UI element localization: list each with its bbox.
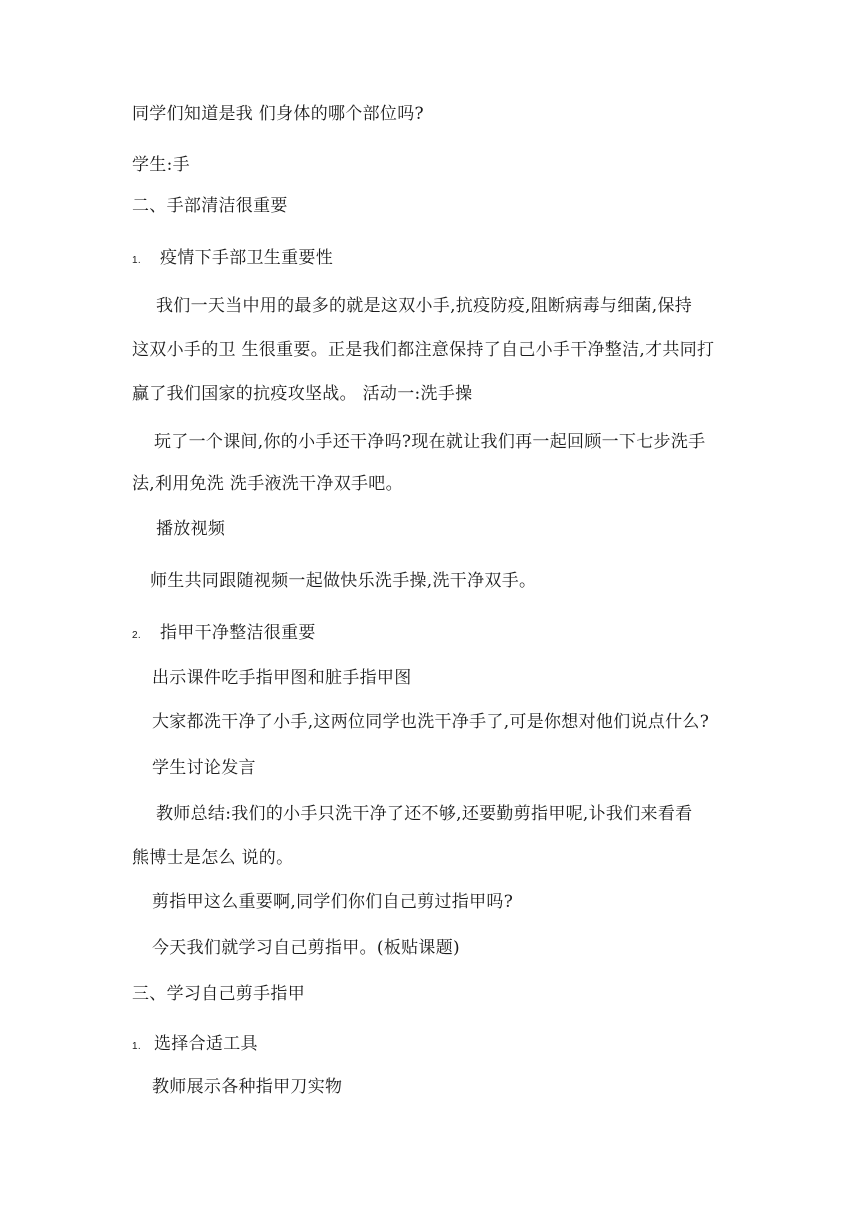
paragraph-line: 我们一天当中用的最多的就是这双小手,抗疫防疫,阻断病毒与细菌,保持 <box>156 296 693 316</box>
paragraph-line: 熊博士是怎么 说的。 <box>132 848 294 868</box>
paragraph-line: 剪指甲这么重要啊,同学们你们自己剪过指甲吗? <box>152 892 514 912</box>
paragraph-line: 教师展示各种指甲刀实物 <box>152 1077 343 1097</box>
paragraph-line: 出示课件吃手指甲图和脏手指甲图 <box>152 668 412 688</box>
list-number: 2. <box>132 630 141 641</box>
paragraph-student-answer: 学生:手 <box>132 155 190 175</box>
list-item-label: 指甲干净整洁很重要 <box>160 623 316 643</box>
paragraph-line: 师生共同跟随视频一起做快乐洗手操,洗干净双手。 <box>150 571 537 591</box>
paragraph-line: 学生讨论发言 <box>152 758 256 778</box>
paragraph-line: 今天我们就学习自己剪指甲。(板贴课题) <box>152 938 460 958</box>
paragraph-line: 赢了我们国家的抗疫攻坚战。 活动一:洗手操 <box>132 384 473 404</box>
paragraph-line: 法,利用免洗 洗手液洗干净双手吧。 <box>132 474 403 494</box>
list-item-label: 选择合适工具 <box>154 1034 258 1054</box>
paragraph-line: 大家都洗干净了小手,这两位同学也洗干净手了,可是你想对他们说点什么? <box>152 712 710 732</box>
section-heading-2: 二、手部清洁很重要 <box>132 196 288 216</box>
list-number: 1. <box>132 255 141 266</box>
paragraph-line: 这双小手的卫 生很重要。正是我们都注意保持了自己小手干净整洁,才共同打 <box>132 340 715 360</box>
section-heading-3: 三、学习自己剪手指甲 <box>132 984 305 1004</box>
list-item-1 <box>132 248 333 271</box>
list-item-2 <box>132 623 316 646</box>
list-number: 1. <box>132 1041 141 1052</box>
list-item-3 <box>132 1034 258 1057</box>
list-item-label: 疫情下手部卫生重要性 <box>160 248 333 268</box>
paragraph-play-video: 播放视频 <box>156 519 226 539</box>
paragraph-line: 玩了一个课间,你的小手还干净吗?现在就让我们再一起回顾一下七步洗手 <box>154 432 706 452</box>
paragraph-line: 教师总结:我们的小手只洗干净了还不够,还要勤剪指甲呢,讣我们来看看 <box>156 804 693 824</box>
paragraph-question: 同学们知道是我 们身体的哪个部位吗? <box>132 104 424 124</box>
